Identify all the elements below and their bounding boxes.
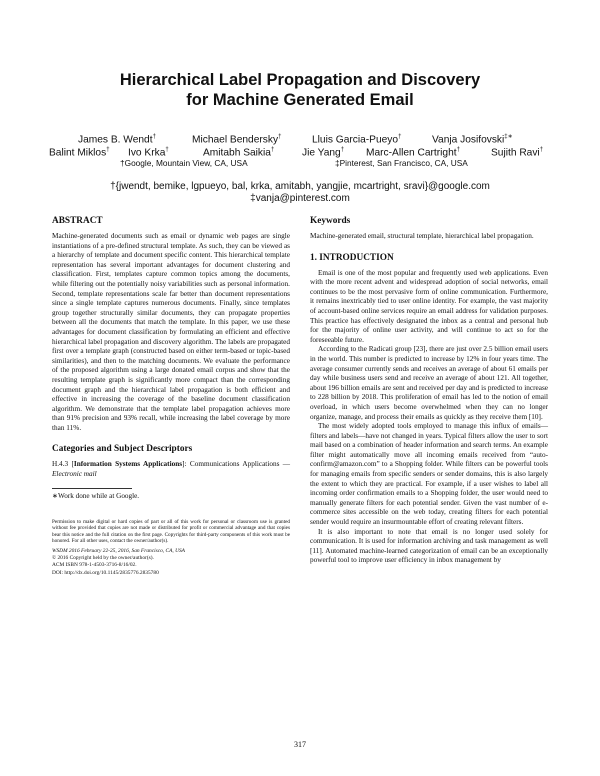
conference-info xyxy=(52,548,290,577)
author: Vanja Josifovski‡∗ xyxy=(432,134,513,146)
keywords-heading: Keywords xyxy=(310,216,351,226)
author: Sujith Ravi† xyxy=(491,147,544,159)
author-block xyxy=(30,131,570,170)
affiliation-google: †Google, Mountain View, CA, USA xyxy=(120,158,248,168)
author-emails xyxy=(30,181,570,205)
abstract-text: Machine-generated documents such as email or dynamic web pages are single instantiations of a pre-defined structural template. As such, they can be viewed as a hierarchy of template and document specific content. This hierarchical template representation has several important advantages for document clustering and classification. First, templates capture common topics among the documents, while filtering out the potentially noisy variabilities such as personal information. Second, template representations scale far better than document representations since a single template captures numerous documents. Finally, since templates group together structurally similar documents, they can propagate properties between all the documents that match the template. In this paper, we use these advantages for document classification by formulating an efficient and effective hierarchical label propagation and discovery algorithm. The labels are propagated first over a template graph (constructed based on either term-based or topic-based similarities), and then to the matching documents. We evaluate the performance of the proposed algorithm using a large donated email corpus and show that the resulting template graph is significantly more compact than the corresponding document graph and the hierarchical label propagation is both efficient and effective in increasing the coverage of the baseline document classification algorithm. We demonstrate that the template label propagation achieves more than 91% precision and 93% recall, while increasing the label coverage by more than 11%. xyxy=(52,232,290,432)
intro-paragraph-4: It is also important to note that email is no longer used solely for communication. It is used for information archiving and task management as well [11]. Automated machine-learned categorization of email can be an exceptionally powerful tool to improve user efficiency in inbox management by xyxy=(310,527,548,565)
copyright-line: © 2016 Copyright held by the owner/author(s). xyxy=(52,555,154,562)
author: Balint Miklos† xyxy=(49,147,110,159)
intro-paragraph-2: According to the Radicati group [23], there are just over 2.5 billion email users in the world. This number is predicted to increase by 12% in four years time. The average consumer currently sends and receives an average of about 61 emails per day while business users send and receive an average of about 121. All together, about 196 billion emails are sent and received per day and is predicted to increase to 228 billion by 2018. This proliferation of email has led to the notion of email overload, in which users become overwhelmed when they can no longer organize, manage, and process their emails as quickly as they receive them [10]. xyxy=(310,345,548,421)
title-line-2: for Machine Generated Email xyxy=(186,91,414,109)
intro-paragraph-1: Email is one of the most popular and frequently used web applications. Even with the more recent advent and widespread adoption of social networks, email continues to be the most pervasive form of online communication. Furthermore, it remains inextricably tied to user online identity. For example, the vast majority of account-based online services require an email address for validation purposes. This practice has effectively designated the inbox as a central and personal hub for the majority of online user activity, and will continue to act so for the foreseeable future. xyxy=(310,268,548,344)
right-column xyxy=(310,215,548,566)
conference-name: WSDM 2016 February 22-25, 2016, San Francisco, CA, USA xyxy=(52,548,185,555)
email-google: †{jwendt, bemike, lgpueyo, bal, krka, amitabh, yangjie, mcartright, sravi}@google.com xyxy=(110,181,490,192)
doi-line: DOI: http://dx.doi.org/10.1145/2835776.2835780 xyxy=(52,569,159,576)
author: Lluis Garcia-Pueyo† xyxy=(312,134,402,146)
author: James B. Wendt† xyxy=(78,134,156,146)
categories-heading: Categories and Subject Descriptors xyxy=(52,444,193,455)
page-number: 317 xyxy=(294,740,306,749)
footnote-divider xyxy=(52,488,132,489)
intro-paragraph-3: The most widely adopted tools employed to manage this influx of emails—filters and labels—have not changed in years. Typical filters allow the user to sort mail based on a combination of header information and search terms. An example filter might automatically move all incoming emails received from “auto-confirm@amazon.com” to a Shopping folder. While filters can be powerful tools for managing emails from specific senders or sender domains, this is also largely the extent to which they are practical. For example, if a user wishes to label all incoming order confirmation emails to a Shopping folder, the user would need to manually generate filters for each potential sender. Given the vast number of e-commerce sites accessible on the web today, creating filters for each potential sender would require an insurmountable effort of creating relevant filters. xyxy=(310,422,548,527)
footnote: ∗Work done while at Google. xyxy=(52,491,140,500)
author: Jie Yang† xyxy=(302,147,345,159)
permission-notice: Permission to make digital or hard copies of part or all of this work for personal or classroom use is granted without fee provided that copies are not made or distributed for profit or commercial advantage and that copies bear this notice and the full citation on the first page. Copyrights for third-party components of this work must be honored. For all other uses, contact the owner/author(s). xyxy=(52,518,290,545)
author: Amitabh Saikia† xyxy=(203,147,275,159)
title-line-1: Hierarchical Label Propagation and Discovery xyxy=(119,71,481,89)
keywords-text: Machine-generated email, structural template, hierarchical label propagation. xyxy=(310,232,534,240)
paper-title xyxy=(40,70,560,110)
left-column xyxy=(52,215,290,577)
categories-text: H.4.3 [Information Systems Applications]: Communications Applications — Electronic mail xyxy=(52,460,291,479)
abstract-heading: ABSTRACT xyxy=(52,216,103,226)
author: Marc-Allen Cartright† xyxy=(366,147,460,159)
author-row-2 xyxy=(30,144,570,157)
affiliation-row xyxy=(30,157,570,170)
author: Michael Bendersky† xyxy=(192,134,282,146)
email-pinterest: ‡vanja@pinterest.com xyxy=(250,193,350,204)
author-row-1 xyxy=(30,131,570,144)
introduction-heading: 1. INTRODUCTION xyxy=(310,252,394,263)
author: Ivo Krka† xyxy=(128,147,169,159)
isbn-line: ACM ISBN 978-1-4503-3716-8/16/02. xyxy=(52,562,137,569)
affiliation-pinterest: ‡Pinterest, San Francisco, CA, USA xyxy=(335,158,468,168)
